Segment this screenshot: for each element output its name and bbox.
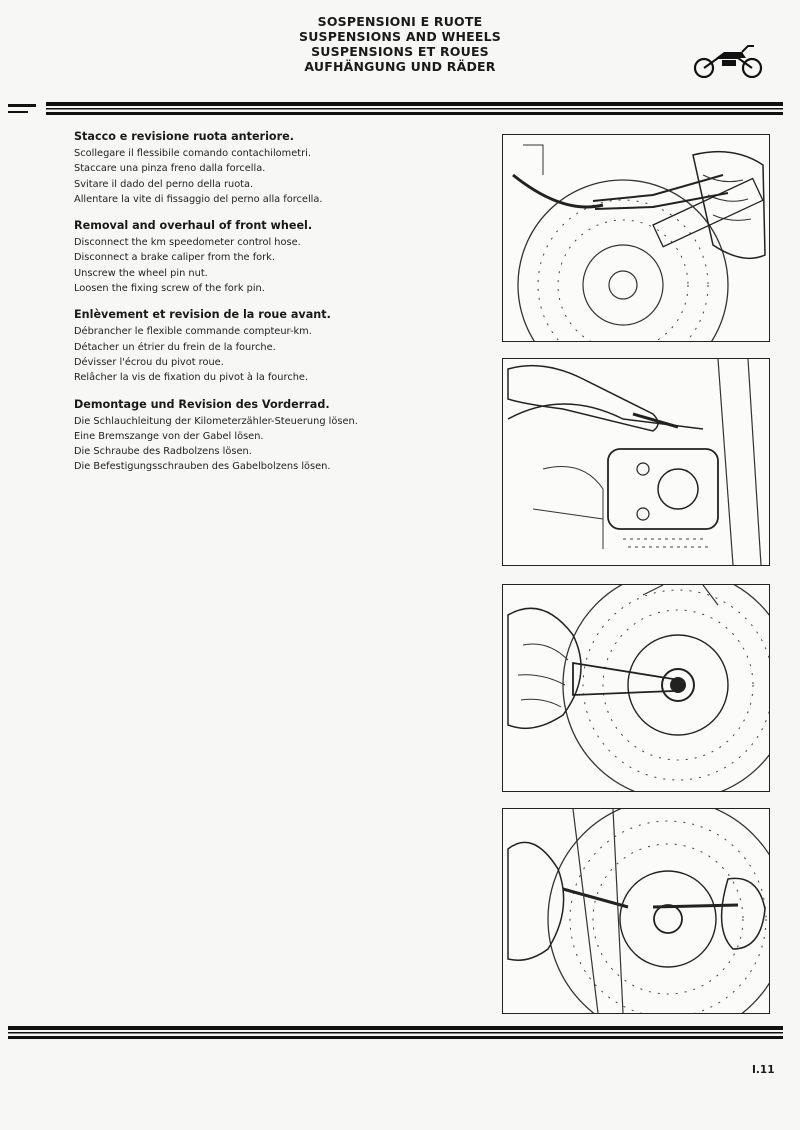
title-german: AUFHÄNGUNG UND RÄDER [304, 59, 496, 74]
section-english [74, 219, 414, 296]
section-french [74, 308, 414, 385]
instruction-line: Svitare il dado del perno della ruota. [74, 178, 254, 190]
instruction-line: Détacher un étrier du frein de la fourche. [74, 341, 276, 353]
speedometer-hose-disconnect-illustration [503, 135, 769, 341]
section-heading: Demontage und Revision des Vorderrad. [74, 397, 330, 411]
page-header [230, 14, 570, 74]
instruction-line: Die Schlauchleitung der Kilometerzähler-Steuerung lösen. [74, 415, 358, 427]
section-heading: Enlèvement et revision de la roue avant. [74, 308, 331, 322]
title-english: SUSPENSIONS AND WHEELS [299, 29, 501, 44]
instruction-line: Die Befestigungsschrauben des Gabelbolzens lösen. [74, 461, 331, 473]
wheel-pin-nut-illustration [503, 585, 769, 791]
instruction-line: Débrancher le flexible commande compteur-km. [74, 326, 312, 338]
title-french: SUSPENSIONS ET ROUES [311, 44, 489, 59]
section-heading: Stacco e revisione ruota anteriore. [74, 130, 294, 143]
figure-fork-pin-screw [502, 808, 770, 1014]
instruction-line: Scollegare il flessibile comando contachilometri. [74, 148, 311, 159]
title-italian: SOSPENSIONI E RUOTE [317, 14, 483, 29]
instruction-line: Eine Bremszange von der Gabel lösen. [74, 430, 264, 442]
instruction-line: Staccare una pinza freno dalla forcella. [74, 163, 266, 175]
instruction-line: Die Schraube des Radbolzens lösen. [74, 446, 252, 458]
motorcycle-icon [688, 40, 770, 80]
section-heading: Removal and overhaul of front wheel. [74, 219, 313, 233]
bottom-divider-rule [8, 1022, 783, 1044]
instruction-line: Allentare la vite di fissaggio del perno alla forcella. [74, 193, 323, 205]
figure-wheel-pin-nut [502, 584, 770, 792]
fork-pin-screw-illustration [503, 809, 769, 1013]
instruction-line: Dévisser l'écrou du pivot roue. [74, 356, 224, 368]
instruction-line: Disconnect the km speedometer control hose. [74, 237, 301, 249]
brake-caliper-removal-illustration [503, 359, 769, 565]
instruction-line: Loosen the fixing screw of the fork pin. [74, 283, 265, 295]
figure-speedometer-hose [502, 134, 770, 342]
instruction-line: Unscrew the wheel pin nut. [74, 267, 208, 279]
instruction-line: Relâcher la vis de fixation du pivot à la fourche. [74, 372, 309, 384]
instruction-line: Disconnect a brake caliper from the fork. [74, 252, 275, 264]
section-german [74, 398, 414, 475]
top-divider-rule [8, 98, 783, 120]
page-number: I.11 [752, 1064, 775, 1076]
section-italian [74, 130, 414, 207]
instruction-text-column [74, 130, 414, 487]
figure-brake-caliper [502, 358, 770, 566]
